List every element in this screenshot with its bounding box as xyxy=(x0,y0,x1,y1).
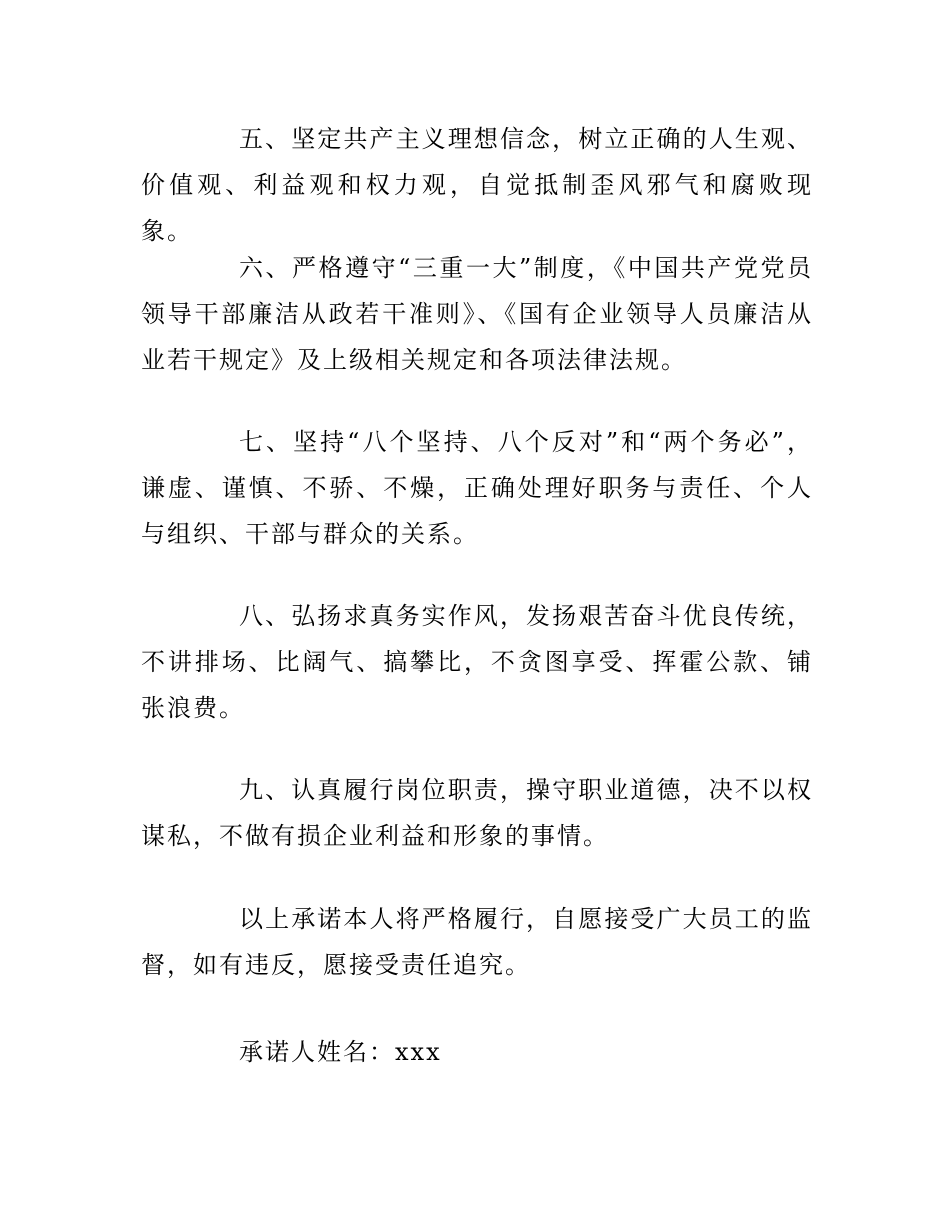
paragraph-item-6: 六、严格遵守“三重一大”制度，《中国共产党党员领导干部廉洁从政若干准则》、《国有企业领导人员廉洁从业若干规定》及上级相关规定和各项法律法规。 xyxy=(141,254,813,374)
paragraph-item-5: 五、坚定共产主义理想信念，树立正确的人生观、价值观、利益观和权力观，自觉抵制歪风邪气和腐败现象。 xyxy=(141,125,813,245)
paragraph-item-9: 九、认真履行岗位职责，操守职业道德，决不以权谋私，不做有损企业利益和形象的事情。 xyxy=(141,776,813,850)
paragraph-item-7: 七、坚持“八个坚持、八个反对”和“两个务必”，谦虚、谨慎、不骄、不燥，正确处理好职务与责任、个人与组织、干部与群众的关系。 xyxy=(141,428,813,548)
paragraph-closing: 以上承诺本人将严格履行，自愿接受广大员工的监督，如有违反，愿接受责任追究。 xyxy=(141,905,813,979)
signature-line: 承诺人姓名：xxx xyxy=(239,1038,442,1066)
paragraph-item-8: 八、弘扬求真务实作风，发扬艰苦奋斗优良传统，不讲排场、比阔气、搞攀比，不贪图享受、挥霍公款、铺张浪费。 xyxy=(141,602,813,722)
